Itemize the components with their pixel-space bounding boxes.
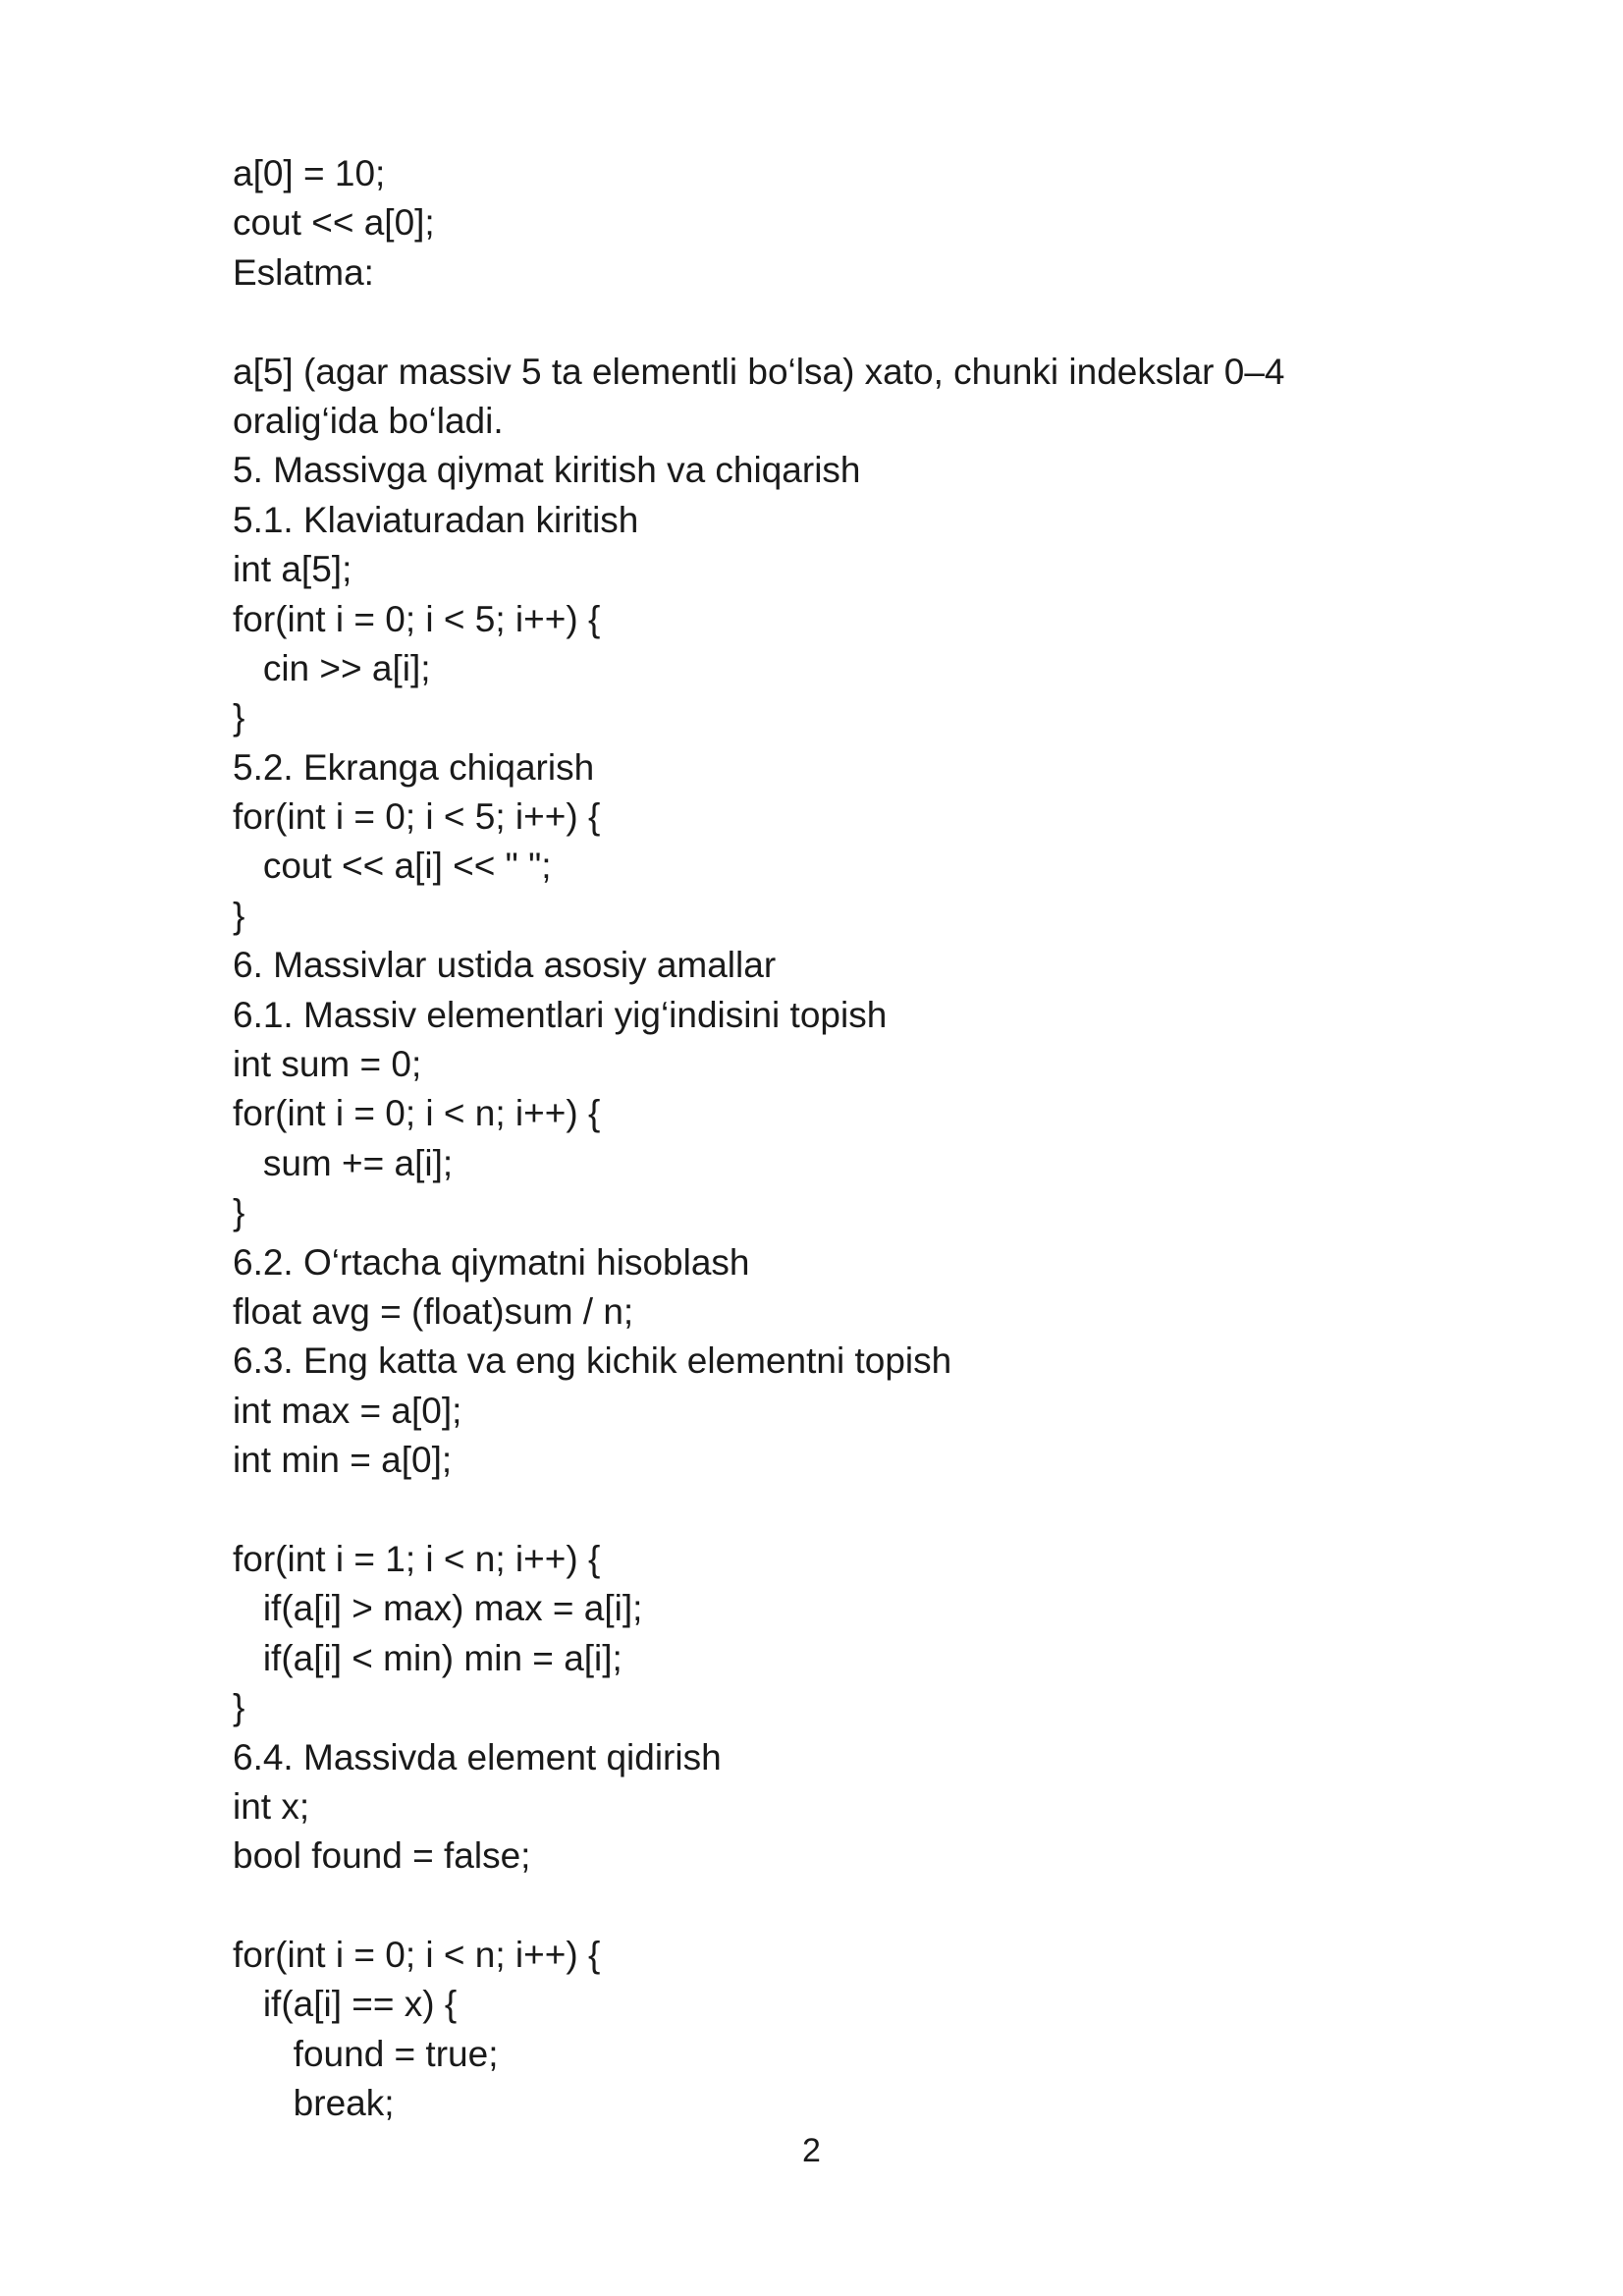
code-line: for(int i = 0; i < 5; i++) { <box>233 598 601 639</box>
text-line: oralig‘ida bo‘ladi. <box>233 400 504 441</box>
code-line: for(int i = 0; i < n; i++) { <box>233 1093 601 1134</box>
code-line: int a[5]; <box>233 549 352 590</box>
text-line: a[0] = 10; <box>233 153 386 193</box>
blank-line <box>233 298 1489 347</box>
subsection-heading: 6.2. O‘rtacha qiymatni hisoblash <box>233 1241 750 1283</box>
code-line: int max = a[0]; <box>233 1390 462 1431</box>
code-line: for(int i = 0; i < 5; i++) { <box>233 796 601 838</box>
text-line: cout << a[0]; <box>233 202 435 244</box>
code-line: int x; <box>233 1785 310 1827</box>
code-line: } <box>233 895 245 936</box>
code-line: cin >> a[i]; <box>233 647 431 688</box>
code-line: } <box>233 1192 245 1233</box>
subsection-heading: 6.3. Eng katta va eng kichik elementni topish <box>233 1340 952 1382</box>
code-line: if(a[i] > max) max = a[i]; <box>233 1588 643 1629</box>
text-line: Eslatma: <box>233 251 374 293</box>
blank-line <box>233 1882 1489 1931</box>
blank-line <box>233 1486 1489 1535</box>
code-line: } <box>233 697 245 738</box>
code-line: int min = a[0]; <box>233 1440 453 1481</box>
code-line: if(a[i] < min) min = a[i]; <box>233 1637 622 1678</box>
code-line: for(int i = 1; i < n; i++) { <box>233 1538 601 1579</box>
subsection-heading: 6.1. Massiv elementlari yig‘indisini topish <box>233 994 888 1035</box>
section-heading: 5. Massivga qiymat kiritish va chiqarish <box>233 450 861 491</box>
text-line: a[5] (agar massiv 5 ta elementli bo‘lsa) xato, chunki indekslar 0–4 <box>233 351 1285 392</box>
subsection-heading: 5.1. Klaviaturadan kiritish <box>233 499 639 540</box>
code-line: sum += a[i]; <box>233 1142 454 1183</box>
subsection-heading: 5.2. Ekranga chiqarish <box>233 746 595 788</box>
page-number: 2 <box>802 2132 821 2169</box>
code-line: found = true; <box>233 2033 499 2074</box>
subsection-heading: 6.4. Massivda element qidirish <box>233 1736 722 1777</box>
code-line: cout << a[i] << " "; <box>233 846 552 887</box>
code-line: int sum = 0; <box>233 1044 422 1085</box>
code-line: float avg = (float)sum / n; <box>233 1290 634 1332</box>
code-line: bool found = false; <box>233 1835 531 1877</box>
code-line: break; <box>233 2083 395 2124</box>
code-line: if(a[i] == x) { <box>233 1984 458 2025</box>
code-line: for(int i = 0; i < n; i++) { <box>233 1935 601 1976</box>
section-heading: 6. Massivlar ustida asosiy amallar <box>233 945 777 986</box>
page-content <box>233 149 1489 2129</box>
code-line: } <box>233 1687 245 1728</box>
